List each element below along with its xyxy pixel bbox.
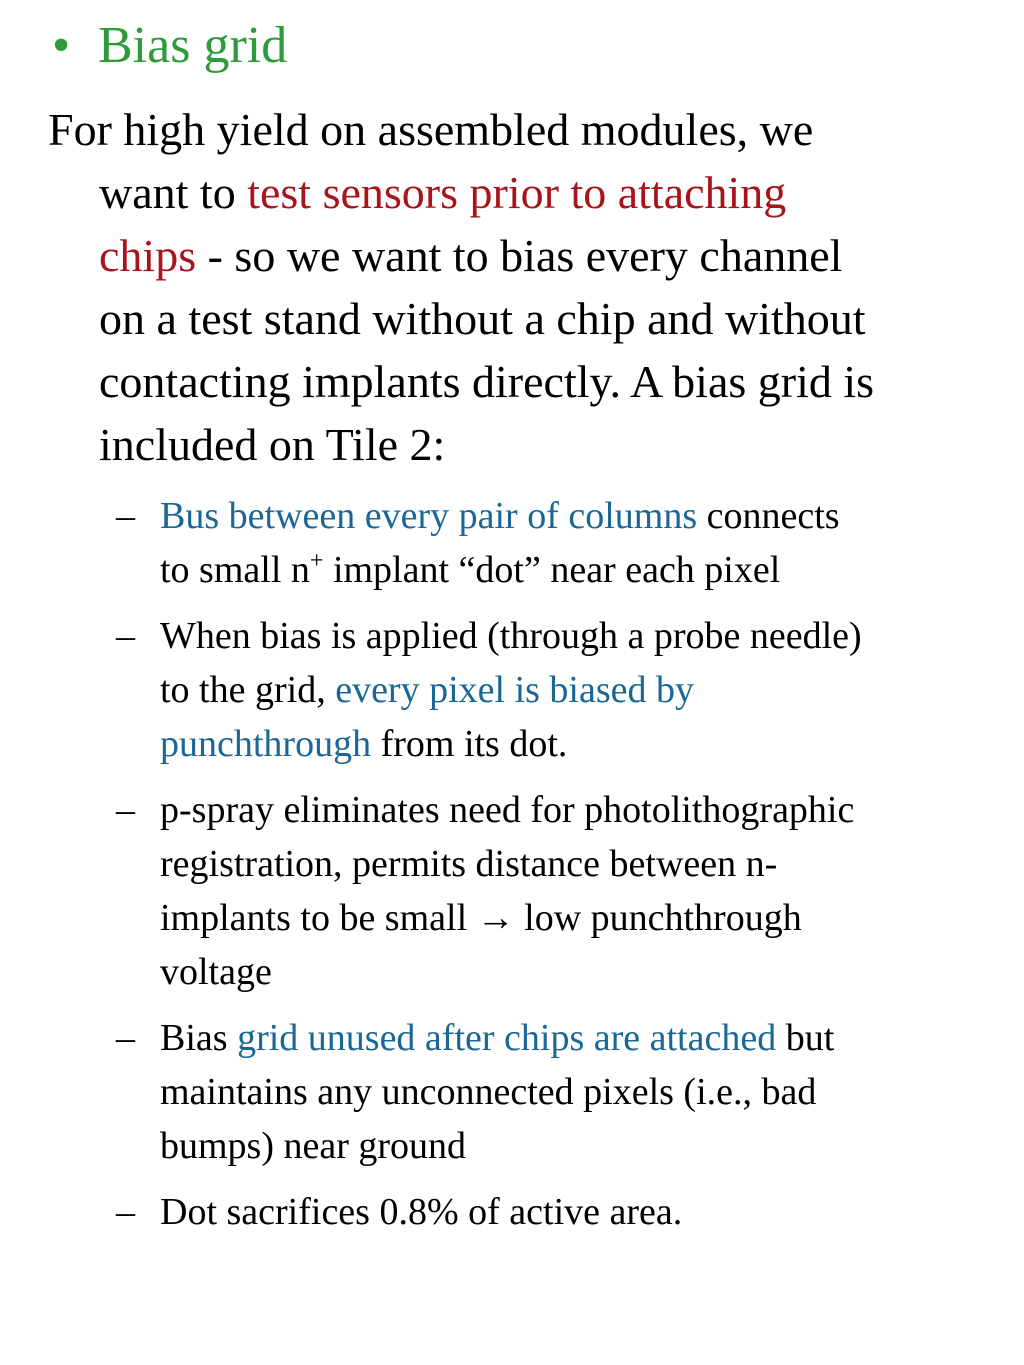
sub-bullet [116,783,1016,999]
intro-line: included on Tile 2: [99,419,446,470]
sub-bullet-line [160,489,1016,543]
sub-bullet-text: connects [697,495,840,537]
dash-icon: – [116,615,135,657]
bullet-title [52,14,287,78]
sub-bullet [116,609,1016,771]
intro-paragraph [48,98,1018,476]
sub-bullet-highlight: every pixel is biased by [335,669,694,711]
sub-bullet-line [160,663,1016,717]
sub-bullet-line: registration, permits distance between n- [160,843,778,885]
intro-line: contacting implants directly. A bias grid is [99,356,875,407]
intro-text: - so we want to bias every channel [196,230,843,281]
intro-highlight: chips [99,230,197,281]
sub-bullet-text: to small n [160,549,310,591]
sub-bullet-line: p-spray eliminates need for photolithographic [160,789,855,831]
sub-bullet-line: When bias is applied (through a probe needle) [160,615,862,657]
dash-icon: – [116,1017,135,1059]
intro-line: on a test stand without a chip and without [99,293,866,344]
intro-line [99,224,1018,287]
sub-bullet-text: but [776,1017,835,1059]
dash-icon: – [116,495,135,537]
sub-bullet-line [160,717,1016,771]
intro-text: want to [99,167,248,218]
sub-bullet-list [116,489,1016,1251]
sub-bullet-text: to the grid, [160,669,336,711]
sub-bullet-text: Bias [160,1017,238,1059]
bullet-title-text: Bias grid [98,17,288,74]
sub-bullet-line: voltage [160,951,272,993]
superscript: + [309,548,324,574]
sub-bullet-highlight: punchthrough [160,723,372,765]
sub-bullet-text: implant “dot” near each pixel [323,549,781,591]
sub-bullet-highlight: Bus between every pair of columns [160,495,698,537]
sub-bullet [116,489,1016,597]
intro-line [99,161,1018,224]
dash-icon: – [116,789,135,831]
dash-icon: – [116,1191,135,1233]
sub-bullet-line: Dot sacrifices 0.8% of active area. [160,1191,683,1233]
intro-highlight: test sensors prior to attaching [247,167,787,218]
sub-bullet-text: from its dot. [371,723,568,765]
sub-bullet-line: implants to be small → low punchthrough [160,897,802,939]
sub-bullet-line: bumps) near ground [160,1125,467,1167]
intro-continuation [48,161,1018,476]
sub-bullet [116,1185,1016,1239]
intro-line: For high yield on assembled modules, we [48,104,814,155]
sub-bullet-highlight: grid unused after chips are attached [237,1017,777,1059]
sub-bullet-line [160,1011,1016,1065]
sub-bullet-line: maintains any unconnected pixels (i.e., bad [160,1071,817,1113]
sub-bullet-line [160,543,1016,597]
bullet-dot-icon: • [52,17,71,74]
sub-bullet [116,1011,1016,1173]
